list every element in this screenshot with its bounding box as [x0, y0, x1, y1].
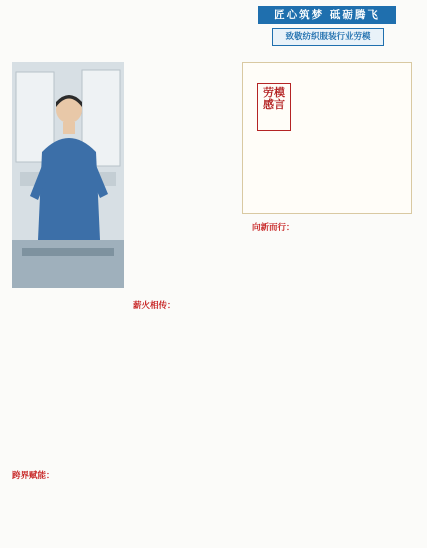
- worker-photo: [12, 62, 124, 288]
- quote-card: [242, 62, 412, 214]
- quote-seal: 劳模感言: [257, 83, 291, 131]
- banner-title: 匠心筑梦 砥砺腾飞: [258, 6, 396, 24]
- article-column-middle: [133, 300, 237, 514]
- article-column-lower-left: [12, 300, 123, 462]
- column-banner: [258, 6, 396, 56]
- article-column-right: [252, 222, 410, 518]
- quote-text: [299, 79, 403, 207]
- banner-subtitle: 致敬纺织服装行业劳模: [272, 28, 384, 46]
- section-heading-crossover: [12, 470, 123, 484]
- article-column-upper: [133, 68, 237, 300]
- section-title: 薪火相传：: [133, 301, 176, 311]
- section-title: 向新而行：: [252, 223, 295, 233]
- worker-photo-illustration: [12, 62, 124, 288]
- section-title: 跨界赋能：: [12, 471, 55, 481]
